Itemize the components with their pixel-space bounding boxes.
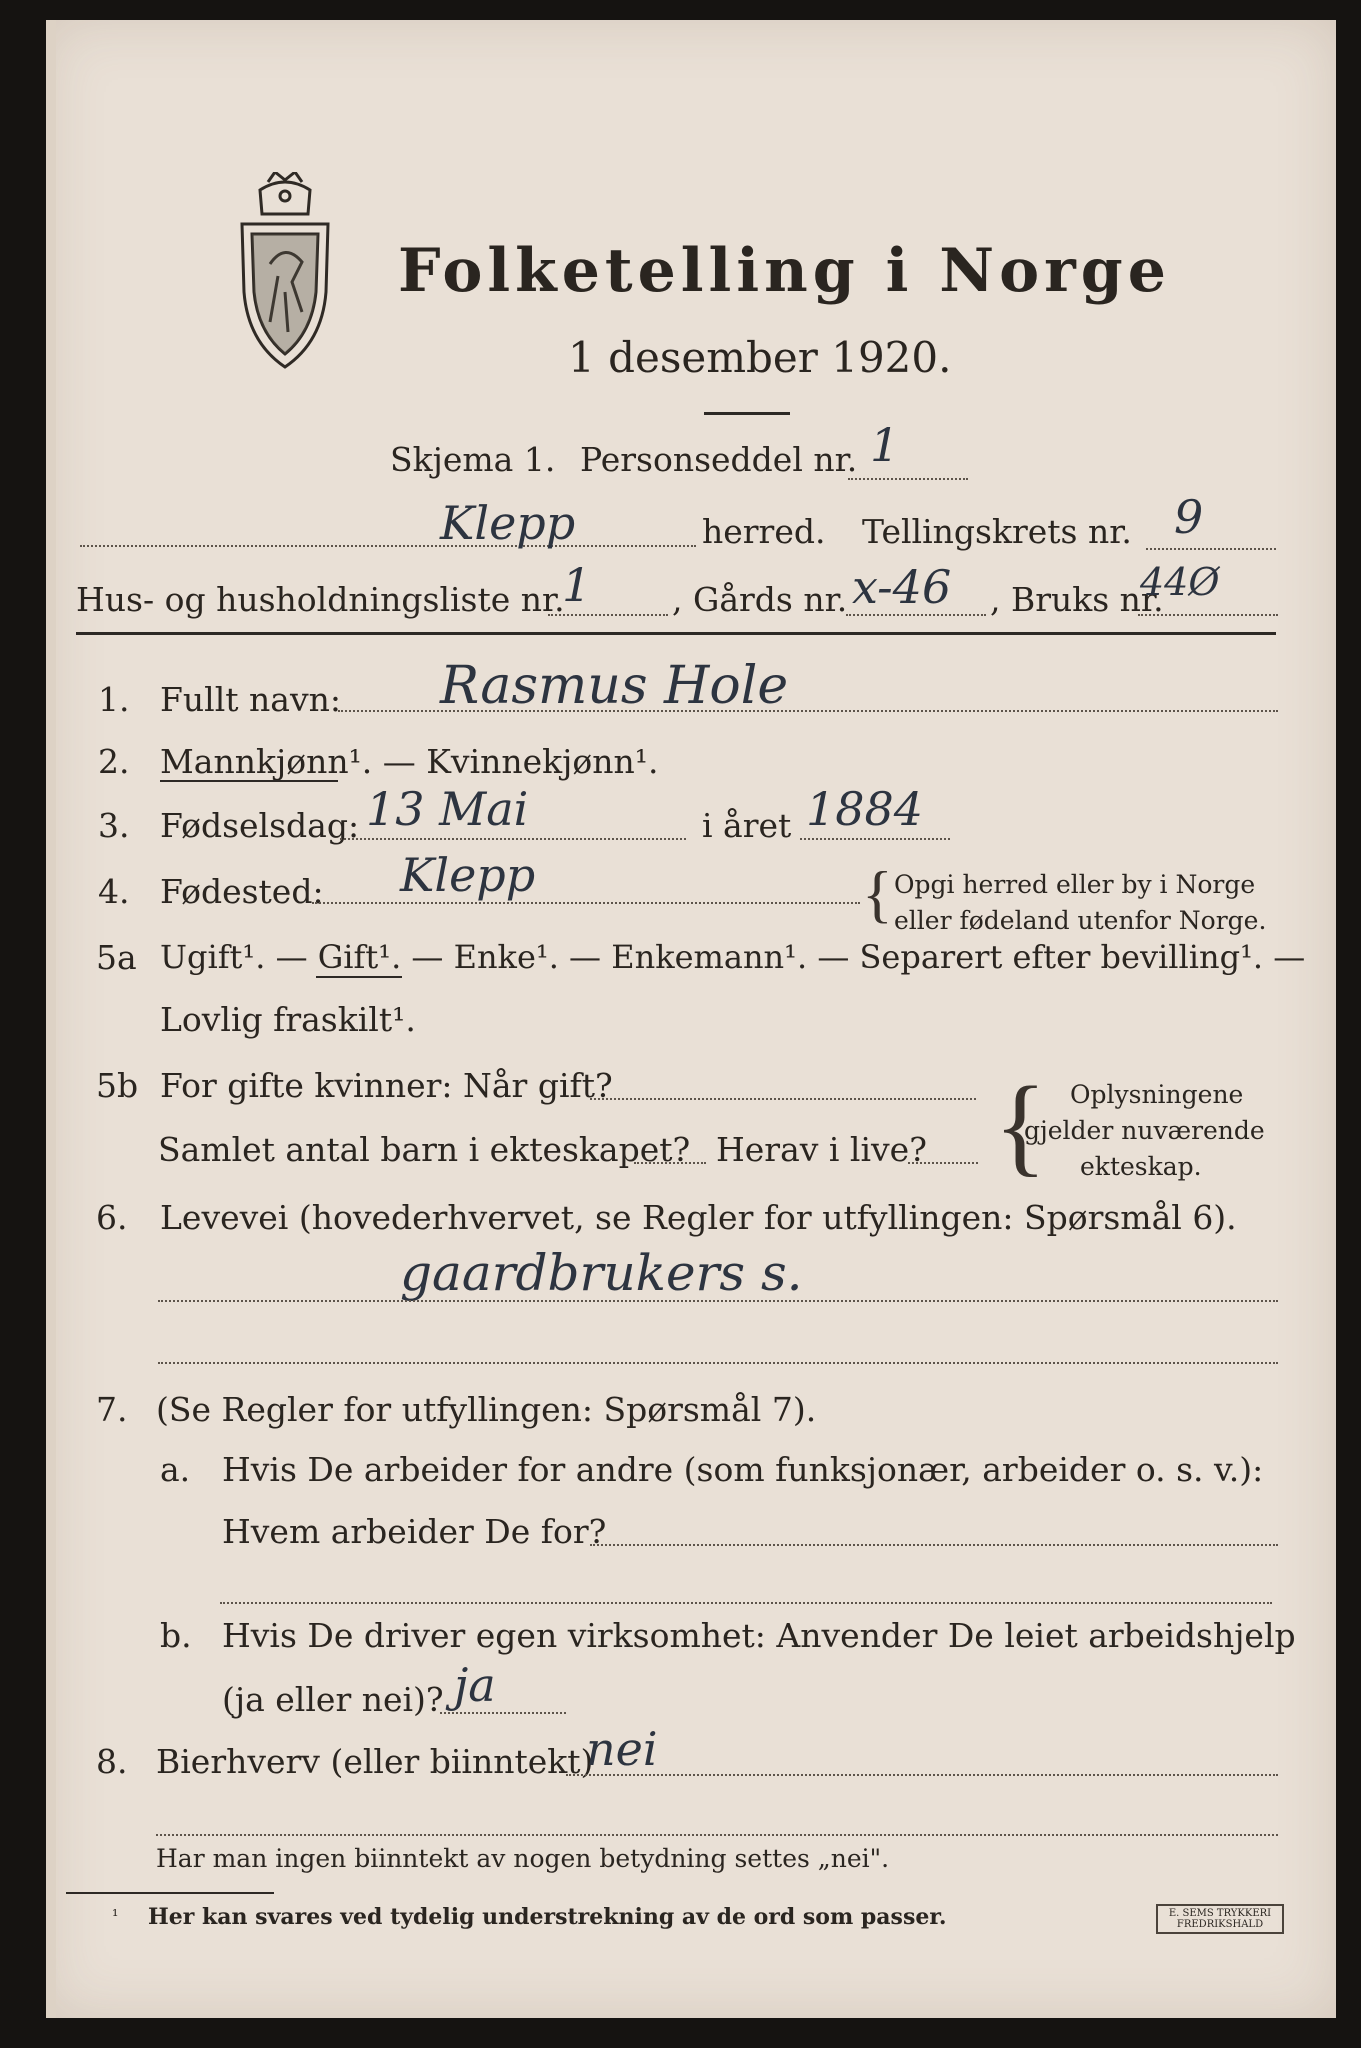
married-when-label: For gifte kvinner: Når gift? <box>160 1066 613 1105</box>
footnote-divider <box>66 1892 274 1894</box>
liste-value[interactable]: 1 <box>562 558 592 612</box>
tellingskrets-value[interactable]: 9 <box>1174 490 1204 544</box>
gender-options[interactable]: Mannkjønn¹. — Kvinnekjønn¹. <box>160 742 659 781</box>
q7a-letter: a. <box>160 1450 191 1489</box>
birthplace-note-brace: { <box>862 858 893 929</box>
liste-field-line <box>548 614 668 616</box>
bruks-label: , Bruks nr. <box>990 580 1164 619</box>
census-date: 1 desember 1920. <box>568 333 952 382</box>
birthplace-note-line2: eller fødeland utenfor Norge. <box>894 906 1267 935</box>
bruks-value[interactable]: 44Ø <box>1140 560 1220 604</box>
q7-number: 7. <box>96 1390 128 1429</box>
side-income-label: Bierhverv (eller biinntekt) <box>156 1742 594 1781</box>
marital-status-underline <box>316 976 402 978</box>
herred-value[interactable]: Klepp <box>440 496 576 550</box>
year-label: i året <box>702 806 792 845</box>
footnote-mark: ¹ <box>112 1906 119 1925</box>
q5a-number: 5a <box>96 938 137 977</box>
gender-underline <box>160 780 338 782</box>
occupation-label: Levevei (hovederhvervet, se Regler for utfyllingen: Spørsmål 6). <box>160 1198 1237 1237</box>
employer-field-line <box>590 1544 1278 1546</box>
gards-label: , Gårds nr. <box>672 580 848 619</box>
form-title: Folketelling i Norge <box>398 236 1171 306</box>
occupation-value[interactable]: gaardbrukers s. <box>400 1244 803 1302</box>
birthplace-field-line <box>312 902 860 904</box>
schema-label: Skjema 1. <box>390 440 556 479</box>
birth-year-value[interactable]: 1884 <box>806 782 924 836</box>
q2-number: 2. <box>98 742 130 781</box>
tellingskrets-field-line <box>1146 548 1276 550</box>
personseddel-value[interactable]: 1 <box>870 418 900 472</box>
gards-value[interactable]: x-46 <box>852 560 952 614</box>
year-field-line <box>800 838 950 840</box>
side-income-note: Har man ingen biinntekt av nogen betydning settes „nei". <box>156 1844 890 1873</box>
tellingskrets-label: Tellingskrets nr. <box>862 512 1132 551</box>
marriage-note-line2: gjelder nuværende <box>1024 1116 1265 1145</box>
hired-help-field-line <box>440 1712 566 1714</box>
footnote-text: Her kan svares ved tydelig understrekning av de ord som passer. <box>148 1904 947 1930</box>
hired-help-value[interactable]: ja <box>454 1658 496 1712</box>
occupation-field-line-2 <box>158 1362 1278 1364</box>
side-income-field-line <box>566 1774 1278 1776</box>
occupation-field-line <box>158 1300 1278 1302</box>
q8-number: 8. <box>96 1742 128 1781</box>
header-divider <box>76 632 1276 635</box>
q7b-line1: Hvis De driver egen virksomhet: Anvender De leiet arbeidshjelp <box>222 1616 1296 1655</box>
alive-field-line <box>908 1162 978 1164</box>
personseddel-field-line <box>848 478 968 480</box>
q5b-number: 5b <box>96 1066 139 1105</box>
q7b-line2: (ja eller nei)? <box>222 1680 444 1719</box>
q4-label: Fødested: <box>160 872 324 911</box>
q7a-line1: Hvis De arbeider for andre (som funksjonær, arbeider o. s. v.): <box>222 1450 1264 1489</box>
printer-stamp: E. SEMS TRYKKERI FREDRIKSHALD <box>1156 1904 1284 1934</box>
liste-label: Hus- og husholdningsliste nr. <box>76 580 565 619</box>
birthplace-note-line1: Opgi herred eller by i Norge <box>894 870 1256 899</box>
q3-label: Fødselsdag: <box>160 806 360 845</box>
children-field-line <box>634 1162 706 1164</box>
full-name-value[interactable]: Rasmus Hole <box>440 656 789 716</box>
q3-number: 3. <box>98 806 130 845</box>
marriage-note-line3: ekteskap. <box>1080 1152 1202 1181</box>
gards-field-line <box>846 614 986 616</box>
herred-label: herred. <box>702 512 826 551</box>
married-when-field-line <box>590 1098 976 1100</box>
employer-field-line-2 <box>220 1602 1272 1604</box>
side-income-value[interactable]: nei <box>586 1722 658 1776</box>
q7-label: (Se Regler for utfyllingen: Spørsmål 7). <box>156 1390 817 1429</box>
q1-number: 1. <box>98 680 130 719</box>
children-label: Samlet antal barn i ekteskapet? <box>158 1130 691 1169</box>
q1-label: Fullt navn: <box>160 680 341 719</box>
q7a-line2: Hvem arbeider De for? <box>222 1512 607 1551</box>
side-income-field-line-2 <box>156 1834 1278 1836</box>
q6-number: 6. <box>96 1198 128 1237</box>
personseddel-label: Personseddel nr. <box>580 440 858 479</box>
marriage-note-line1: Oplysningene <box>1070 1080 1244 1109</box>
alive-label: Herav i live? <box>716 1130 927 1169</box>
q4-number: 4. <box>98 872 130 911</box>
birthplace-value[interactable]: Klepp <box>400 848 536 902</box>
title-divider <box>704 412 790 415</box>
coat-of-arms-icon <box>230 172 340 370</box>
marital-status-options[interactable]: Ugift¹. — Gift¹. — Enke¹. — Enkemann¹. — Separert efter bevilling¹. — <box>160 938 1306 976</box>
birthday-field-line <box>340 838 686 840</box>
marriage-note-brace: { <box>994 1064 1047 1186</box>
birthday-value[interactable]: 13 Mai <box>366 782 529 836</box>
marital-status-options-2[interactable]: Lovlig fraskilt¹. <box>160 1000 416 1039</box>
herred-field-line <box>80 545 696 547</box>
bruks-field-line <box>1138 614 1278 616</box>
page-edge <box>46 20 56 2018</box>
q7b-letter: b. <box>160 1616 192 1655</box>
